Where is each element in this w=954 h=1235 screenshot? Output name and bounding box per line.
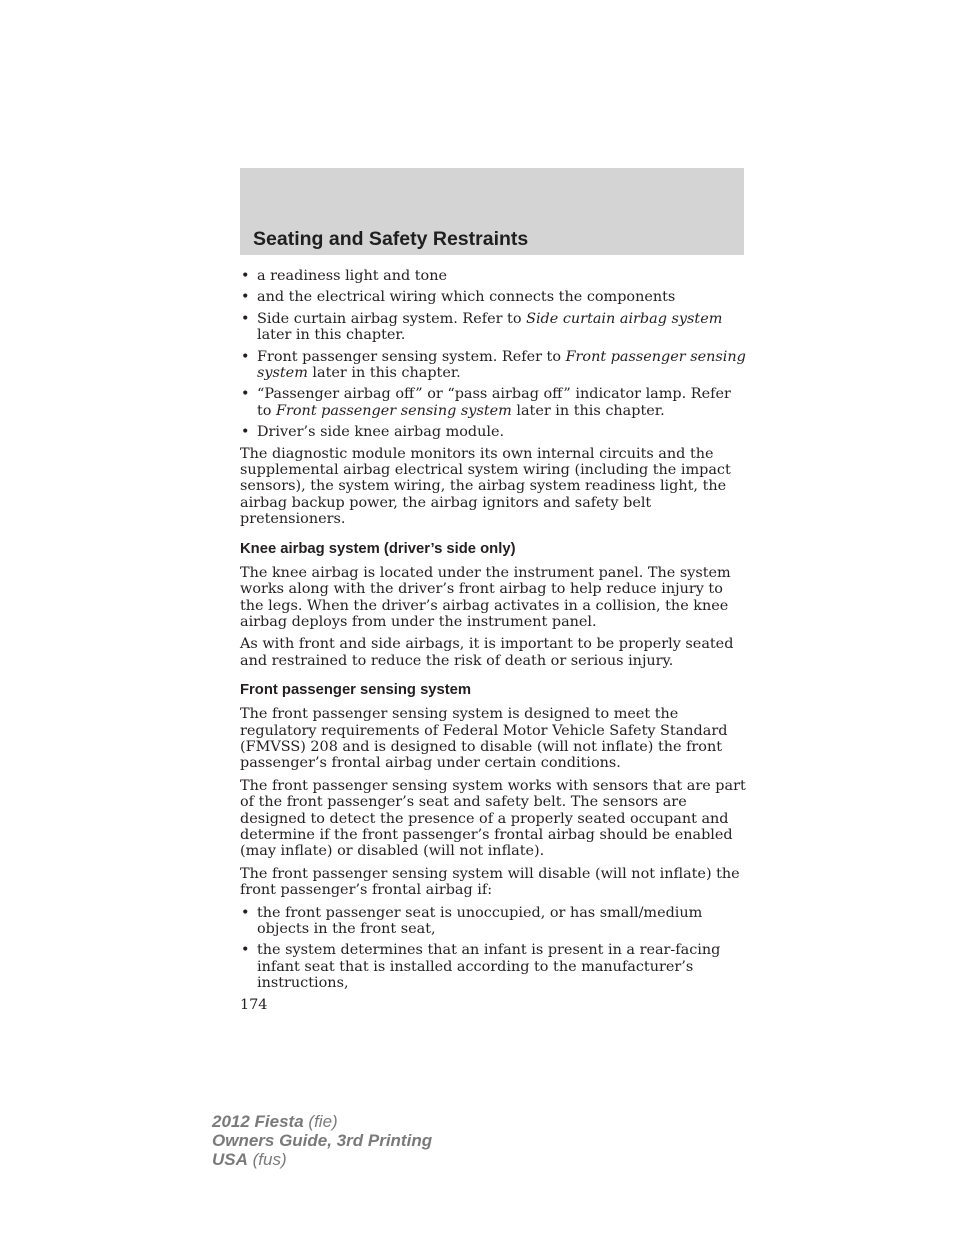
page-number: 174 bbox=[240, 996, 268, 1013]
diagnostic-paragraph: The diagnostic module monitors its own internal circuits and the supplemental airbag electrical system wiring (including the impact sensors), the system wiring, the airbag system readiness light, the airbag backup power, the airbag ignitors and safety belt pretensioners. bbox=[240, 445, 731, 528]
list-item: • “Passenger airbag off” or “pass airbag off” indicator lamp. Refer to Front passenger sensing system later in this chapter. bbox=[240, 386, 746, 419]
section-title: Seating and Safety Restraints bbox=[253, 228, 529, 250]
page-content bbox=[240, 268, 746, 1013]
list-item: • and the electrical wiring which connects the components bbox=[240, 289, 746, 305]
knee-airbag-heading: Knee airbag system (driver’s side only) bbox=[240, 540, 516, 557]
list-item: • Front passenger sensing system. Refer to Front passenger sensing system later in this chapter. bbox=[240, 349, 746, 382]
cross-reference: Front passenger sensing system bbox=[276, 402, 512, 419]
cross-reference: Front passenger sensing system bbox=[257, 348, 746, 382]
knee-airbag-paragraph: The knee airbag is located under the instrument panel. The system works along with the driver’s front airbag to help reduce injury to the legs. When the driver’s airbag activates in a collision, the knee airbag deploys from under the instrument panel. bbox=[240, 564, 731, 630]
disable-conditions-list bbox=[240, 905, 746, 992]
list-item: • Driver’s side knee airbag module. bbox=[240, 424, 746, 440]
passenger-sensing-paragraph: The front passenger sensing system will disable (will not inflate) the front passenger’s frontal airbag if: bbox=[240, 865, 740, 899]
passenger-sensing-paragraph: The front passenger sensing system is designed to meet the regulatory requirements of Federal Motor Vehicle Safety Standard (FMVSS) 208 and is designed to disable (will not inflate) the front passenger’s frontal airbag under certain conditions. bbox=[240, 706, 728, 772]
section-header-band bbox=[240, 168, 744, 255]
cross-reference: Side curtain airbag system bbox=[526, 310, 723, 327]
footer-line: Owners Guide, 3rd Printing bbox=[212, 1131, 433, 1150]
list-item: • the front passenger seat is unoccupied, or has small/medium objects in the front seat, bbox=[240, 905, 746, 938]
knee-airbag-paragraph: As with front and side airbags, it is important to be properly seated and restrained to reduce the risk of death or serious injury. bbox=[240, 636, 734, 669]
passenger-sensing-heading: Front passenger sensing system bbox=[240, 682, 472, 699]
document-footer bbox=[212, 1112, 432, 1169]
list-item: • Side curtain airbag system. Refer to Side curtain airbag system later in this chapter. bbox=[240, 311, 746, 344]
list-item: • the system determines that an infant is present in a rear-facing infant seat that is installed according to the manufacturer’s instructions, bbox=[240, 942, 746, 991]
intro-bullet-list bbox=[240, 268, 746, 441]
passenger-sensing-paragraph: The front passenger sensing system works with sensors that are part of the front passenger’s seat and safety belt. The sensors are designed to detect the presence of a properly seated occupant and determine if the front passenger’s frontal airbag should be enabled (may inflate) or disabled (will not inflate). bbox=[240, 777, 746, 860]
footer-line: 2012 Fiesta (fie) bbox=[212, 1112, 338, 1131]
list-item: • a readiness light and tone bbox=[240, 268, 746, 284]
footer-line: USA (fus) bbox=[212, 1150, 287, 1169]
